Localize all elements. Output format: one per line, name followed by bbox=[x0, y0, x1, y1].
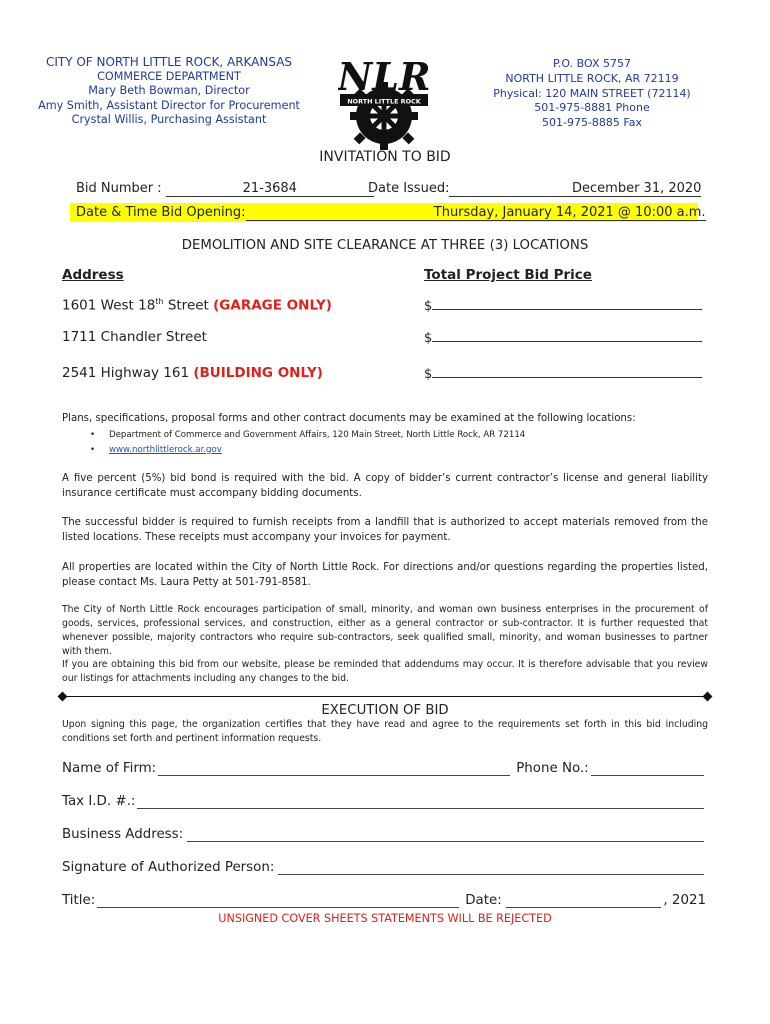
bid-number-label: Bid Number : bbox=[76, 181, 162, 196]
project-subtitle: DEMOLITION AND SITE CLEARANCE AT THREE (3) LOCATIONS bbox=[181, 238, 589, 253]
price-line bbox=[432, 329, 702, 342]
location-item-link bbox=[90, 443, 525, 458]
signature-row bbox=[62, 860, 706, 875]
encourage-paragraph: The City of North Little Rock encourages participation of small, minority, and woman own business enterprises in the procurement of goods, services, professional services, and construction, either as a general contractor or sub-contractor. It is further requested that whenever possible, majority contractors who require sub-contractors, seek qualified small, minority, and woman businesses to partner with them. bbox=[62, 604, 708, 657]
year-suffix: , 2021 bbox=[663, 893, 706, 908]
address-text-post: Street bbox=[163, 297, 214, 314]
website-link[interactable]: www.northlittlerock.ar.gov bbox=[109, 444, 222, 455]
business-address-row bbox=[62, 827, 706, 842]
business-address-input-line[interactable] bbox=[187, 828, 704, 842]
address-column-header: Address bbox=[62, 267, 124, 283]
tax-id-row bbox=[62, 794, 706, 809]
price-column-header: Total Project Bid Price bbox=[424, 267, 592, 283]
properties-paragraph: All properties are located within the City of North Little Rock. For directions and/or questions regarding the properties listed, please contact Ms. Laura Petty at 501-791-8581. bbox=[62, 562, 708, 588]
location-item: • Department of Commerce and Government Affairs, 120 Main Street, North Little Rock, AR 72114 bbox=[90, 428, 525, 443]
firm-label: Name of Firm: bbox=[62, 761, 157, 776]
po-box: P.O. BOX 5757 bbox=[553, 57, 631, 70]
price-line bbox=[432, 365, 702, 378]
bond-paragraph: A five percent (5%) bid bond is required with the bid. A copy of bidder’s current contractor’s license and general liability insurance certificate must accompany bidding documents. bbox=[62, 473, 708, 499]
department-name: COMMERCE DEPARTMENT bbox=[97, 69, 241, 83]
phone-input-line[interactable] bbox=[591, 762, 704, 776]
logo-banner-text: NORTH LITTLE ROCK bbox=[347, 97, 421, 106]
section-divider bbox=[62, 696, 708, 697]
locations-list bbox=[90, 428, 525, 457]
phone-number: 501-975-8881 Phone bbox=[534, 101, 650, 115]
document-title: INVITATION TO BID bbox=[319, 149, 451, 165]
address-text: 1601 West 18 bbox=[62, 297, 156, 314]
execution-text: Upon signing this page, the organization certifies that they have read and agree to the requirements set forth in this bid including conditions set forth and pertinent information requests. bbox=[62, 719, 708, 744]
date-input-line[interactable] bbox=[506, 894, 662, 908]
rejection-warning: UNSIGNED COVER SHEETS STATEMENTS WILL BE REJECTED bbox=[218, 912, 552, 925]
address-text: 1711 Chandler Street bbox=[62, 329, 207, 345]
price-field-1[interactable] bbox=[424, 297, 702, 314]
price-field-2[interactable] bbox=[424, 329, 702, 346]
firm-input-line[interactable] bbox=[158, 762, 510, 776]
divider-diamond-left bbox=[58, 692, 68, 702]
title-input-line[interactable] bbox=[97, 894, 459, 908]
price-field-3[interactable] bbox=[424, 365, 702, 382]
physical-address: Physical: 120 MAIN STREET (72114) bbox=[493, 86, 691, 100]
business-address-label: Business Address: bbox=[62, 827, 184, 842]
date-issued-label: Date Issued: bbox=[368, 181, 450, 196]
dollar-sign: $ bbox=[424, 367, 433, 382]
assistant-director-line: Amy Smith, Assistant Director for Procurement bbox=[38, 98, 300, 112]
date-issued-value: December 31, 2020 bbox=[449, 181, 701, 197]
firm-and-phone-row bbox=[62, 761, 706, 776]
header-right-block bbox=[488, 57, 696, 131]
address-note: (BUILDING ONLY) bbox=[193, 365, 323, 381]
tax-id-label: Tax I.D. #.: bbox=[62, 794, 136, 809]
price-line bbox=[432, 297, 702, 310]
address-row-2 bbox=[62, 329, 207, 345]
address-row-1 bbox=[62, 297, 332, 314]
director-line: Mary Beth Bowman, Director bbox=[88, 84, 250, 98]
logo-letters: NLR bbox=[338, 54, 430, 99]
dollar-sign: $ bbox=[424, 331, 433, 346]
address-row-3 bbox=[62, 365, 323, 381]
bid-opening-label: Date & Time Bid Opening: bbox=[76, 205, 246, 220]
website-paragraph: If you are obtaining this bid from our website, please be reminded that addendums may occur. It is therefore advisable that you review our listings for attachments including any changes to the bid. bbox=[62, 659, 708, 684]
bid-opening bbox=[76, 205, 706, 221]
address-note: (GARAGE ONLY) bbox=[213, 297, 332, 314]
dollar-sign: $ bbox=[424, 299, 433, 314]
title-date-row bbox=[62, 893, 706, 908]
signature-label: Signature of Authorized Person: bbox=[62, 860, 275, 875]
address-superscript: th bbox=[155, 297, 164, 306]
date-label: Date: bbox=[465, 893, 502, 908]
city-name: CITY OF NORTH LITTLE ROCK, ARKANSAS bbox=[45, 55, 293, 69]
signature-input-line[interactable] bbox=[278, 861, 704, 875]
bid-opening-value: Thursday, January 14, 2021 @ 10:00 a.m. bbox=[246, 205, 706, 221]
bid-number bbox=[76, 181, 374, 197]
address-text: 2541 Highway 161 bbox=[62, 365, 194, 381]
tax-id-input-line[interactable] bbox=[137, 795, 704, 809]
execution-title: EXECUTION OF BID bbox=[321, 703, 449, 718]
nlr-logo bbox=[338, 46, 430, 154]
title-label: Title: bbox=[62, 893, 96, 908]
plans-intro: Plans, specifications, proposal forms and other contract documents may be examined at the following locations: bbox=[62, 413, 636, 424]
divider-diamond-right bbox=[703, 692, 713, 702]
date-issued bbox=[368, 181, 701, 197]
header-left-block bbox=[38, 55, 300, 128]
phone-label: Phone No.: bbox=[516, 761, 589, 776]
city-state-zip: NORTH LITTLE ROCK, AR 72119 bbox=[505, 71, 679, 85]
bid-number-value: 21-3684 bbox=[166, 181, 374, 197]
purchasing-line: Crystal Willis, Purchasing Assistant bbox=[71, 113, 267, 127]
fax-number: 501-975-8885 Fax bbox=[542, 116, 642, 130]
landfill-paragraph: The successful bidder is required to furnish receipts from a landfill that is authorized to accept materials removed from the listed locations. These receipts must accompany your invoices for payment. bbox=[62, 517, 708, 543]
